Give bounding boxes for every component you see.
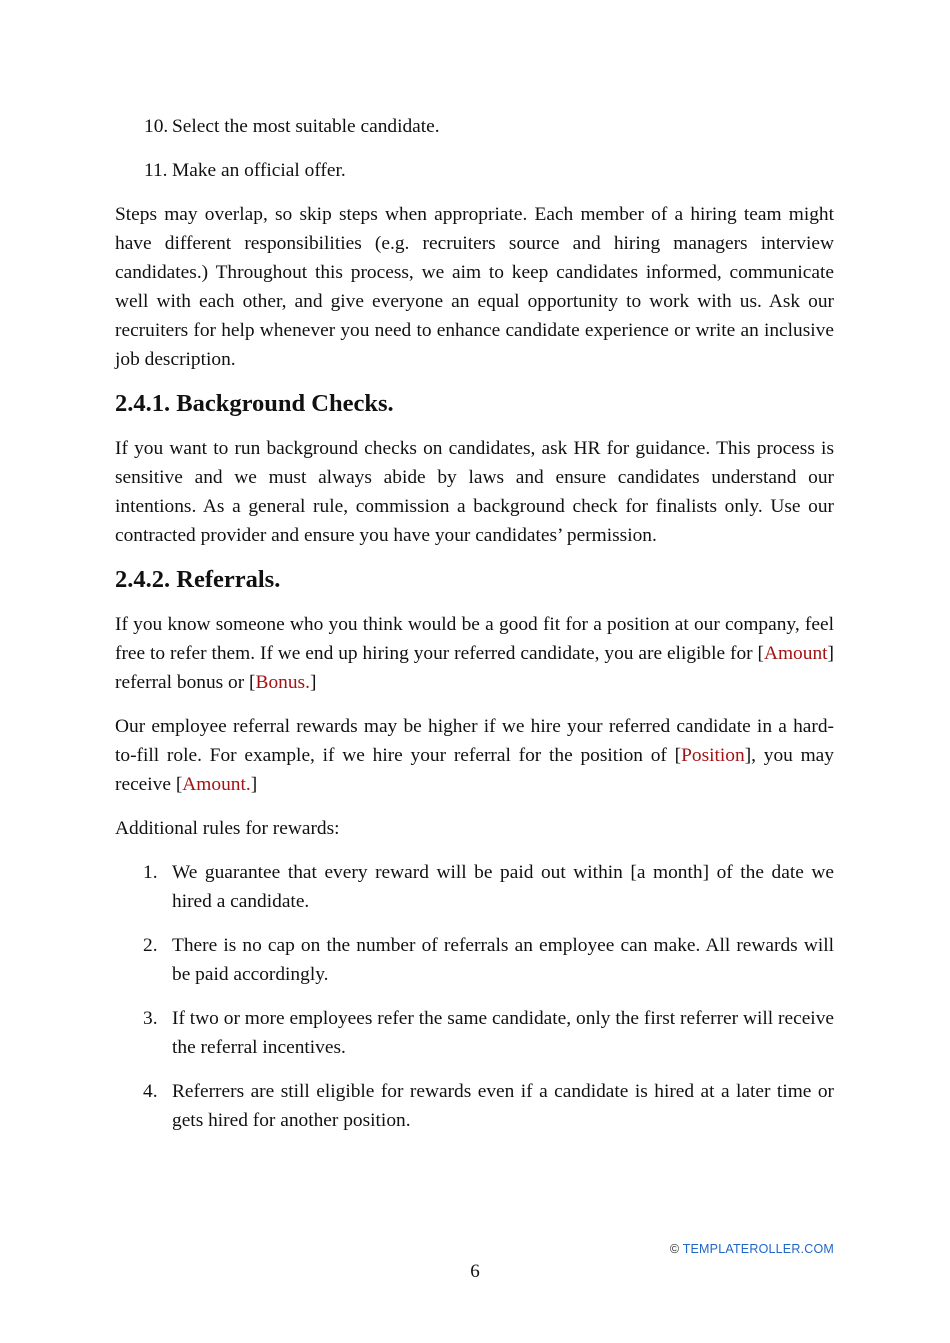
rule-item <box>115 931 834 989</box>
position-placeholder: Position <box>681 745 745 766</box>
rule-text: Referrers are still eligible for rewards even if a candidate is hired at a later time or gets hired for another position. <box>172 1081 834 1131</box>
rule-text: We guarantee that every reward will be paid out within [a month] of the date we hired a candidate. <box>172 862 834 912</box>
rule-text: If two or more employees refer the same candidate, only the first referrer will receive the referral incentives. <box>172 1008 834 1058</box>
hard-to-fill-paragraph <box>115 712 834 799</box>
list-item <box>115 156 834 185</box>
text-run: Our employee referral rewards may be higher if we hire your referred candidate in a hard-to-fill role. For example, if we hire your referral for the position of [ <box>115 716 834 766</box>
rule-item <box>115 858 834 916</box>
rules-intro: Additional rules for rewards: <box>115 818 340 839</box>
list-item <box>115 112 834 141</box>
rule-text: There is no cap on the number of referrals an employee can make. All rewards will be paid accordingly. <box>172 935 834 985</box>
rule-item <box>115 1004 834 1062</box>
list-number: 10. <box>144 116 169 137</box>
page-content <box>115 112 834 1150</box>
text-run: ] <box>309 672 317 693</box>
background-checks-heading: 2.4.1. Background Checks. <box>115 390 394 417</box>
list-text: Make an official offer. <box>172 160 346 181</box>
copyright-symbol: © <box>669 1242 680 1256</box>
background-checks-paragraph: If you want to run background checks on candidates, ask HR for guidance. This process is sensitive and we must always abide by laws and ensure candidates understand our intentions. As a general rule, commission a background check for finalists only. Use our contracted provider and ensure you have your candidates’ permission. <box>115 438 834 546</box>
referral-bonus-paragraph <box>115 610 834 697</box>
templateroller-watermark[interactable] <box>670 1242 834 1256</box>
amount-placeholder: Amount <box>763 643 828 664</box>
text-run: ] referral bonus or [ <box>115 643 834 693</box>
list-text: Select the most suitable candidate. <box>172 116 440 137</box>
rule-number: 1. <box>143 862 158 883</box>
list-number: 11. <box>144 160 168 181</box>
brand-link[interactable]: TEMPLATEROLLER.COM <box>682 1242 834 1256</box>
rule-number: 2. <box>143 935 158 956</box>
referrals-heading: 2.4.2. Referrals. <box>115 566 281 593</box>
text-run: ], you may receive [ <box>115 745 834 795</box>
text-run: ] <box>250 774 258 795</box>
rule-number: 3. <box>143 1008 158 1029</box>
amount-placeholder: Amount. <box>182 774 251 795</box>
text-run: If you know someone who you think would be a good fit for a position at our company, feel free to refer them. If we end up hiring your referred candidate, you are eligible for [ <box>115 614 834 664</box>
bonus-placeholder: Bonus. <box>255 672 310 693</box>
page-number: 6 <box>470 1261 480 1282</box>
rule-number: 4. <box>143 1081 158 1102</box>
rule-item <box>115 1077 834 1135</box>
intro-paragraph: Steps may overlap, so skip steps when appropriate. Each member of a hiring team might have different responsibilities (e.g. recruiters source and hiring managers interview candidates.) Throughout this process, we aim to keep candidates informed, communicate well with each other, and give everyone an equal opportunity to work with us. Ask our recruiters for help whenever you need to enhance candidate experience or write an inclusive job description. <box>115 204 834 370</box>
